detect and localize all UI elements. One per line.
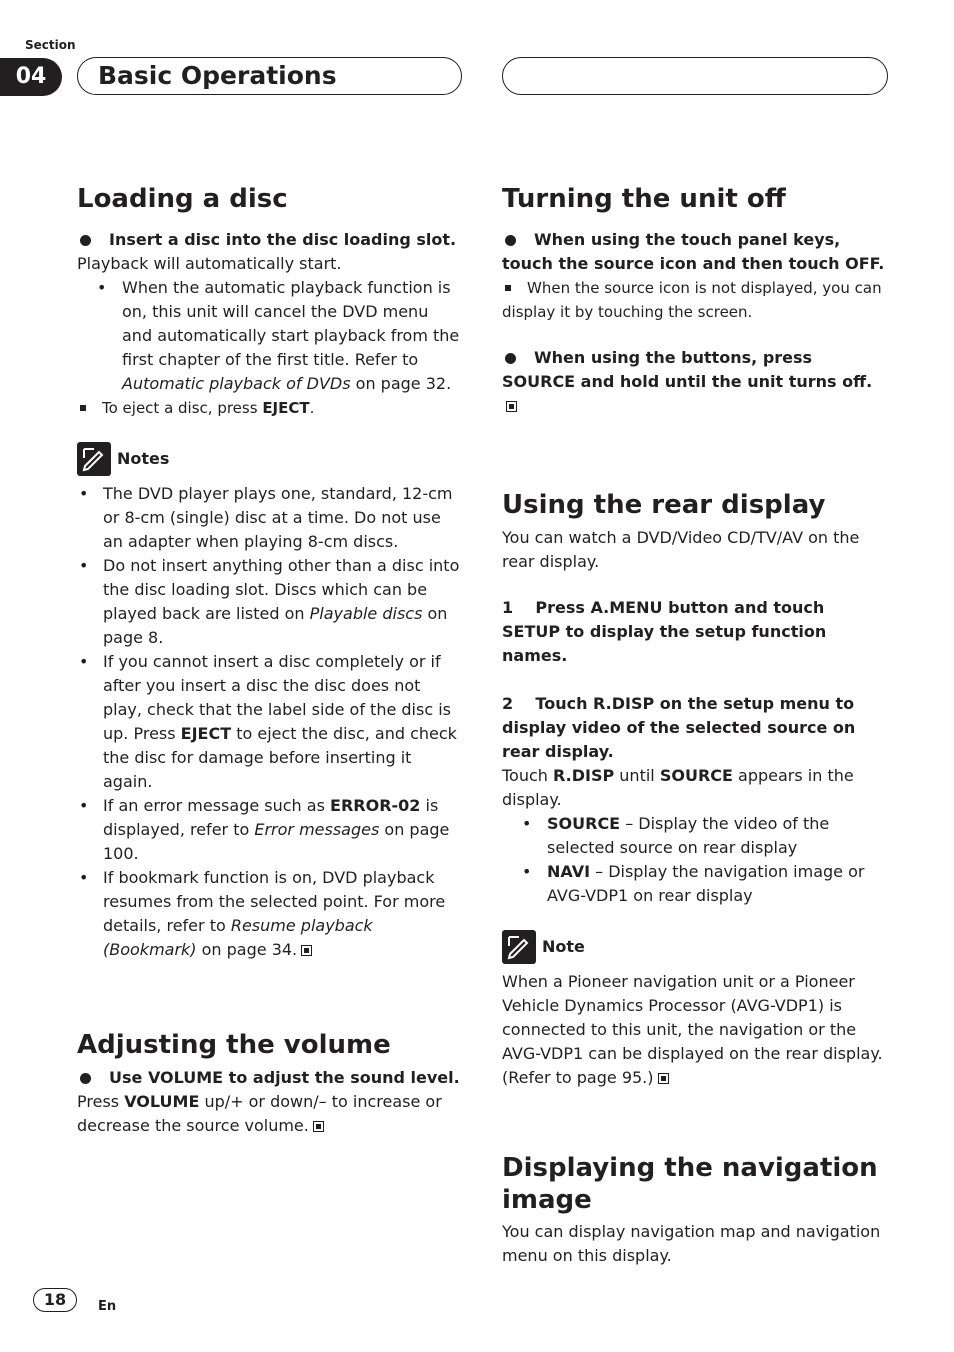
step-1: 1 Press A.MENU button and touch SETUP to display the setup function names. <box>502 598 832 665</box>
note-item: • If bookmark function is on, DVD playback resumes from the selected point. For more details, refer to Resume playback (Bookmark) on page 34. <box>79 868 446 959</box>
end-mark-icon <box>301 945 312 956</box>
volume-text: Press VOLUME up/+ or down/– to increase or decrease the source volume. <box>77 1092 442 1135</box>
rear-intro: You can watch a DVD/Video CD/TV/AV on the rear display. <box>502 528 860 571</box>
instruction-insert: Insert a disc into the disc loading slot. <box>77 228 462 252</box>
section-number: 04 <box>0 58 62 96</box>
instruction-buttons-off: When using the buttons, press SOURCE and hold until the unit turns off. <box>502 346 887 418</box>
heading-navigation: Displaying the navigation image <box>502 1153 878 1215</box>
heading-volume: Adjusting the volume <box>77 1030 391 1060</box>
header-empty-box <box>502 57 888 95</box>
heading-loading: Loading a disc <box>77 184 288 214</box>
notes-header <box>77 442 462 476</box>
square-bullet-icon <box>80 405 86 411</box>
left-column <box>77 182 462 1138</box>
step-2: 2 Touch R.DISP on the setup menu to display video of the selected source on rear display. <box>502 694 861 761</box>
touch-note: When the source icon is not displayed, you can display it by touching the screen. <box>502 279 882 321</box>
bullet-dot-icon <box>505 235 516 246</box>
header-title-box <box>77 57 462 95</box>
notes-list <box>77 482 462 962</box>
language-label: En <box>98 1299 117 1314</box>
notes-label: Notes <box>117 449 170 468</box>
note-item: • Do not insert anything other than a disc into the disc loading slot. Discs which can be played back are listed on Playable discs on page 8. <box>79 556 460 647</box>
instruction-touch-off: When using the touch panel keys, touch the source icon and then touch OFF. <box>502 230 885 273</box>
end-mark-icon <box>658 1073 669 1084</box>
note-item: • If you cannot insert a disc completely or if after you insert a disc the disc does not play, check that the label side of the disc is up. Press EJECT to eject the disc, and check the disc for damage before inserting it again. <box>79 652 457 791</box>
option-source: • SOURCE – Display the video of the selected source on rear display <box>522 814 830 857</box>
page-title: Basic Operations <box>98 61 337 90</box>
end-mark-icon <box>313 1121 324 1132</box>
pencil-note-icon <box>77 442 111 476</box>
note-label: Note <box>542 937 585 956</box>
rear-touch-text: Touch R.DISP until SOURCE appears in the display. <box>502 766 854 809</box>
loading-bullet: • When the automatic playback function is on, this unit will cancel the DVD menu and automatically start playback from the first chapter of the first title. Refer to Automatic playback of DVDs on page 32. <box>97 278 460 393</box>
navi-text: You can display navigation map and navigation menu on this display. <box>502 1222 881 1265</box>
note-item: • The DVD player plays one, standard, 12-cm or 8-cm (single) disc at a time. Do not use an adapter when playing 8-cm discs. <box>79 484 453 551</box>
rear-note-text: When a Pioneer navigation unit or a Pioneer Vehicle Dynamics Processor (AVG-VDP1) is connected to this unit, the navigation or the AVG-VDP1 can be displayed on the rear display. (Refer to page 95.) <box>502 972 883 1087</box>
page-number: 18 <box>33 1288 77 1312</box>
heading-unit-off: Turning the unit off <box>502 184 786 214</box>
loading-result: Playback will automatically start. <box>77 254 342 273</box>
note-item: • If an error message such as ERROR-02 is displayed, refer to Error messages on page 100. <box>79 796 450 863</box>
bullet-dot-icon <box>505 353 516 364</box>
eject-note: To eject a disc, press EJECT. <box>77 396 462 420</box>
square-bullet-icon <box>505 285 511 291</box>
bullet-dot-icon <box>80 1073 91 1084</box>
instruction-volume: Use VOLUME to adjust the sound level. <box>77 1066 462 1090</box>
bullet-dot-icon <box>80 235 91 246</box>
pencil-note-icon <box>502 930 536 964</box>
right-column <box>502 182 887 1268</box>
heading-rear-display: Using the rear display <box>502 490 826 520</box>
end-mark-icon <box>506 401 517 412</box>
section-label: Section <box>25 38 76 52</box>
note-header <box>502 930 887 964</box>
option-navi: • NAVI – Display the navigation image or AVG-VDP1 on rear display <box>522 862 865 905</box>
